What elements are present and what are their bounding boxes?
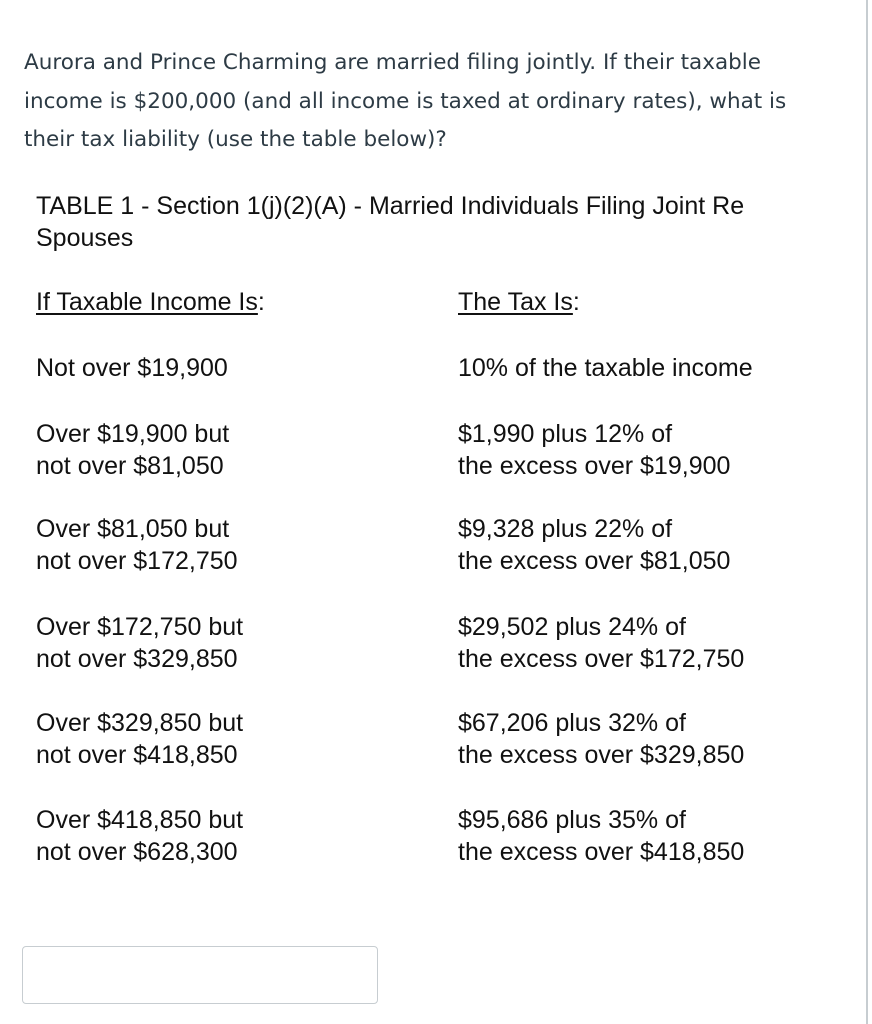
cell-line: not over $172,750 — [36, 547, 238, 575]
tax-formula-cell — [458, 352, 753, 384]
cell-line: the excess over $329,850 — [458, 741, 745, 769]
cell-line: Over $81,050 but — [36, 515, 230, 543]
tax-formula-cell — [458, 707, 744, 771]
cell-line: $95,686 plus 35% of — [458, 806, 686, 834]
tax-column-header-label: The Tax Is — [458, 288, 573, 316]
table-title-line: Spouses — [36, 224, 134, 252]
cell-line: not over $418,850 — [36, 741, 238, 769]
income-column-header-label: If Taxable Income Is — [36, 288, 258, 316]
cell-line: $1,990 plus 12% of — [458, 420, 673, 448]
table-row — [0, 804, 842, 870]
question-line: income is $200,000 (and all income is taxed at ordinary rates), what is — [24, 88, 787, 114]
cell-line: the excess over $19,900 — [458, 452, 731, 480]
cell-line: Over $418,850 but — [36, 806, 244, 834]
tax-column-header: The Tax Is: — [458, 288, 580, 316]
tax-formula-cell — [458, 804, 744, 868]
cell-line: Over $172,750 but — [36, 613, 244, 641]
answer-input[interactable] — [22, 946, 378, 1004]
cell-line: Over $329,850 but — [36, 709, 244, 737]
tax-rate-table-image — [0, 180, 842, 900]
cell-line: not over $628,300 — [36, 838, 238, 866]
income-column-header: If Taxable Income Is: — [36, 288, 265, 316]
cell-line: not over $81,050 — [36, 452, 224, 480]
table-row — [0, 513, 842, 579]
table-row — [0, 611, 842, 677]
table-title — [36, 190, 842, 254]
tax-formula-cell — [458, 418, 730, 482]
cell-line: the excess over $418,850 — [458, 838, 745, 866]
tax-formula-cell — [458, 513, 730, 577]
question-line: their tax liability (use the table below)? — [24, 127, 447, 152]
cell-line: the excess over $172,750 — [458, 645, 745, 673]
income-bracket-cell — [36, 611, 243, 675]
table-title-line: TABLE 1 - Section 1(j)(2)(A) - Married Individuals Filing Joint Re — [36, 192, 745, 220]
income-bracket-cell — [36, 513, 238, 577]
table-row — [0, 352, 842, 418]
table-row — [0, 707, 842, 773]
cell-line: $9,328 plus 22% of — [458, 515, 673, 543]
income-bracket-cell — [36, 352, 228, 384]
tax-formula-cell — [458, 611, 744, 675]
cell-line: $67,206 plus 32% of — [458, 709, 686, 737]
cell-line: 10% of the taxable income — [458, 354, 753, 382]
table-row — [0, 418, 842, 484]
cell-line: $29,502 plus 24% of — [458, 613, 686, 641]
income-bracket-cell — [36, 804, 243, 868]
cell-line: the excess over $81,050 — [458, 547, 731, 575]
cell-line: not over $329,850 — [36, 645, 238, 673]
cell-line: Over $19,900 but — [36, 420, 230, 448]
content-border — [866, 0, 868, 1024]
cell-line: Not over $19,900 — [36, 354, 228, 382]
income-bracket-cell — [36, 418, 229, 482]
question-text — [24, 44, 824, 160]
income-bracket-cell — [36, 707, 243, 771]
question-line: Aurora and Prince Charming are married filing jointly. If their taxable — [24, 50, 761, 75]
